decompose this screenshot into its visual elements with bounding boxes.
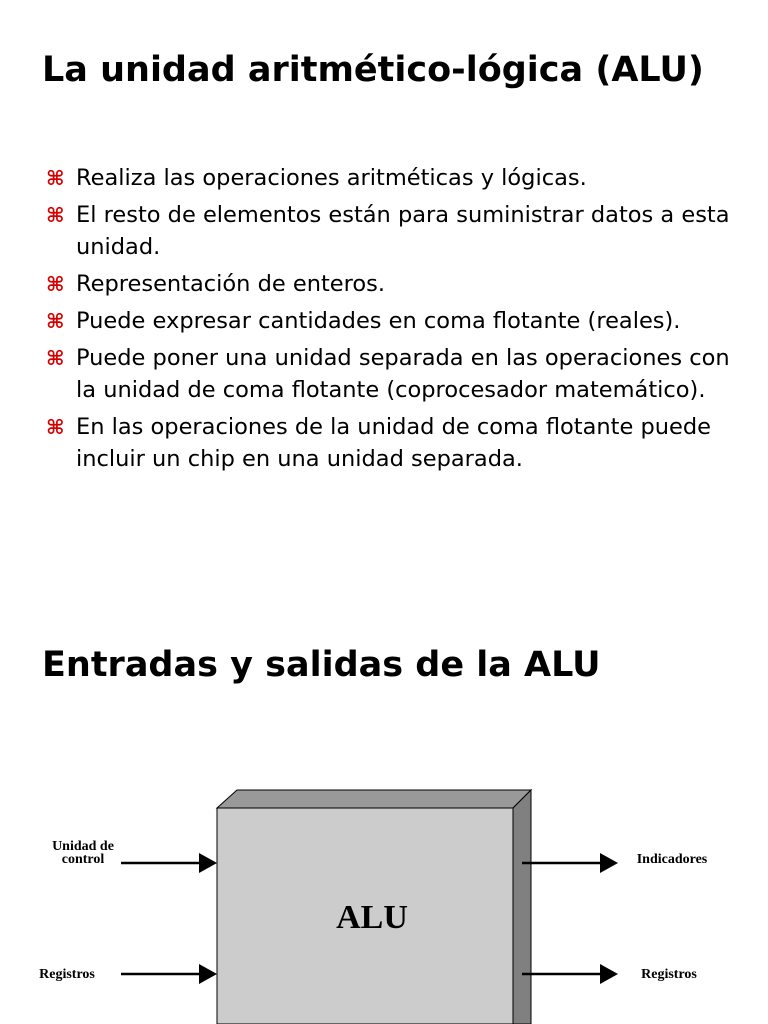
bullet-text: Representación de enteros.	[76, 271, 386, 297]
command-icon: ⌘	[46, 203, 65, 227]
output-arrow-registros-head	[600, 964, 618, 984]
alu-label: ALU	[310, 888, 434, 948]
bullet-text: Realiza las operaciones aritméticas y lógicas.	[76, 165, 587, 191]
command-icon: ⌘	[46, 166, 65, 190]
bullet-item	[46, 305, 746, 337]
input-arrow-registros-head	[199, 964, 217, 984]
bullet-item	[46, 162, 746, 194]
bullet-text: El resto de elementos están para suministrar datos a esta unidad.	[76, 202, 730, 260]
command-icon: ⌘	[46, 346, 65, 370]
input-label-control: Unidad de control	[52, 839, 114, 867]
bullet-list	[46, 162, 746, 480]
output-label-registros: Registros	[641, 967, 697, 982]
bullet-text: Puede expresar cantidades en coma flotante (reales).	[76, 308, 681, 334]
input-label-registros: Registros	[39, 967, 95, 982]
bullet-item	[46, 268, 746, 300]
section-title: Entradas y salidas de la ALU	[42, 645, 601, 685]
bullet-item	[46, 411, 746, 475]
slide-title: La unidad aritmético-lógica (ALU)	[42, 50, 704, 90]
command-icon: ⌘	[46, 415, 65, 439]
bullet-text: En las operaciones de la unidad de coma flotante puede incluir un chip en una unidad separada.	[76, 414, 711, 472]
output-arrow-indicadores-head	[600, 853, 618, 873]
alu-box-top	[217, 790, 531, 808]
command-icon: ⌘	[46, 272, 65, 296]
bullet-item	[46, 199, 746, 263]
output-label-indicadores: Indicadores	[636, 852, 708, 867]
command-icon: ⌘	[46, 309, 65, 333]
alu-box-side	[513, 790, 531, 1024]
input-arrow-control-head	[199, 853, 217, 873]
alu-diagram	[0, 770, 768, 1024]
bullet-text: Puede poner una unidad separada en las operaciones con la unidad de coma flotante (coprocesador matemático).	[76, 345, 730, 403]
bullet-item	[46, 342, 746, 406]
